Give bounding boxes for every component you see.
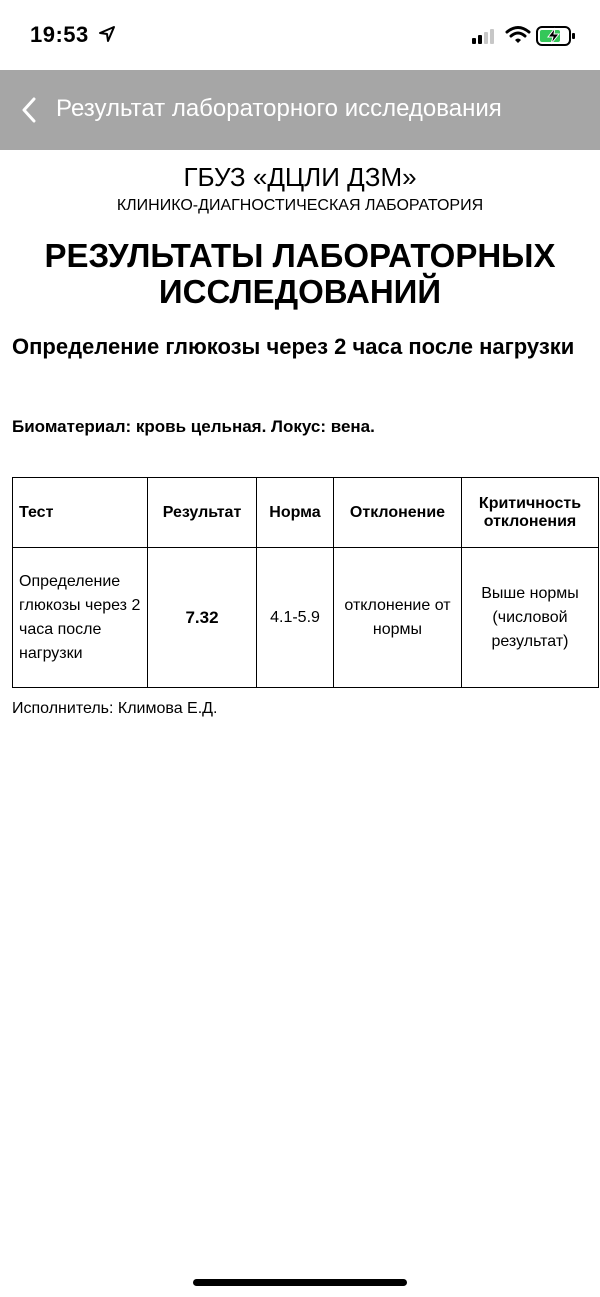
organization-name: ГБУЗ «ДЦЛИ ДЗМ» <box>183 162 417 192</box>
header-deviation: Отклонение <box>334 478 462 548</box>
nav-title: Результат лабораторного исследования <box>56 95 502 122</box>
status-time: 19:53 <box>30 22 89 47</box>
battery-charging-icon <box>536 25 576 47</box>
test-name-heading: Определение глюкозы через 2 часа после нагрузки <box>12 334 575 359</box>
cell-norm: 4.1-5.9 <box>257 548 334 688</box>
cell-criticality: Выше нормы (числовой результат) <box>462 548 599 688</box>
cell-test: Определение глюкозы через 2 часа после нагрузки <box>13 548 148 688</box>
nav-bar <box>0 70 600 150</box>
biomaterial-info: Биоматериал: кровь цельная. Локус: вена. <box>12 417 375 436</box>
header-result: Результат <box>148 478 257 548</box>
chevron-left-icon[interactable] <box>20 97 38 123</box>
results-table <box>12 477 599 688</box>
header-test: Тест <box>13 478 148 548</box>
location-arrow-icon <box>98 25 116 43</box>
home-indicator[interactable] <box>193 1279 407 1286</box>
cellular-signal-icon <box>472 28 498 44</box>
document-title <box>0 238 600 310</box>
wifi-icon <box>505 25 531 45</box>
table-header-row <box>13 478 599 548</box>
executor-info: Исполнитель: Климова Е.Д. <box>12 700 218 717</box>
laboratory-name: КЛИНИКО-ДИАГНОСТИЧЕСКАЯ ЛАБОРАТОРИЯ <box>116 197 484 214</box>
cell-result: 7.32 <box>148 548 257 688</box>
document-title-line2: ИССЛЕДОВАНИЙ <box>158 273 442 310</box>
status-bar <box>0 0 600 70</box>
table-row <box>13 548 599 688</box>
header-criticality: Критичность отклонения <box>462 478 599 548</box>
header-norm: Норма <box>257 478 334 548</box>
document-title-line1: РЕЗУЛЬТАТЫ ЛАБОРАТОРНЫХ <box>44 237 556 274</box>
cell-deviation: отклонение от нормы <box>334 548 462 688</box>
